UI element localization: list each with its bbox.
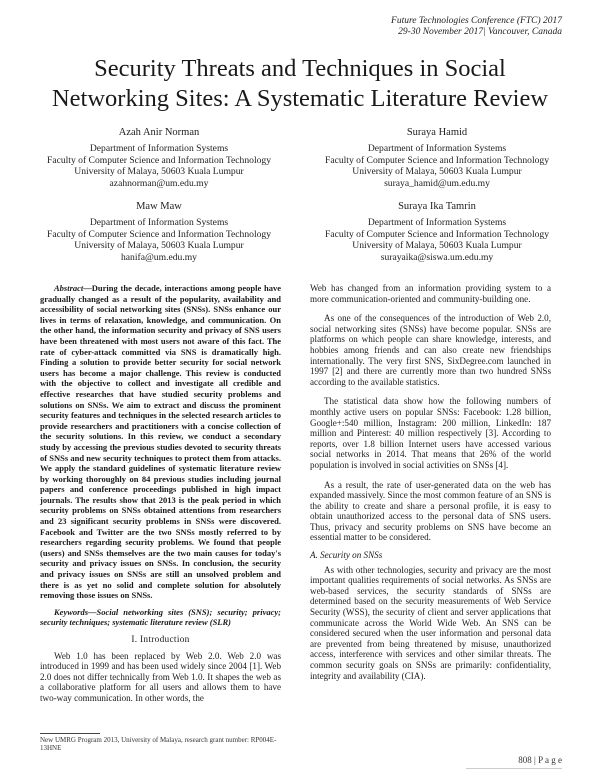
left-column	[40, 283, 281, 704]
author-email: hanifa@um.edu.my	[121, 251, 197, 263]
footnote: New UMRG Program 2013, University of Malaya, research grant number: RP004E-13HNE	[40, 736, 277, 753]
author-dept: Department of Information Systems	[89, 217, 229, 228]
author-email: azahnorman@um.edu.my	[109, 177, 209, 189]
author-name: Suraya Hamid	[406, 127, 468, 138]
page-number: 808 | P a g e	[518, 755, 562, 765]
author-univ: University of Malaya, 50603 Kuala Lumpur	[74, 240, 244, 252]
author-dept: Department of Information Systems	[367, 143, 507, 154]
abstract-label: Abstract	[54, 283, 84, 293]
author-block-4	[302, 200, 572, 263]
author-dept: Department of Information Systems	[367, 217, 507, 228]
footnote-rule	[40, 733, 100, 734]
author-dept: Department of Information Systems	[89, 143, 229, 154]
author-faculty: Faculty of Computer Science and Information Technology	[324, 228, 549, 240]
author-univ: University of Malaya, 50603 Kuala Lumpur	[74, 166, 244, 178]
section-heading-introduction: I. Introduction	[131, 635, 190, 645]
author-block-1	[24, 126, 294, 189]
conference-header	[391, 16, 562, 38]
body-paragraph: The statistical data show how the following numbers of monthly active users on popular SNSs: Facebook: 1.28 billion, Google+:540 million, Instagram: 200 million, LinkedIn: 187 million and Pinterest: 40 million respectively [3]. According to reports, over 1.8 billion Internet users have accessed various social networks in 2014. That means that 26% of the world population is involved in social activities on SNSs [4].	[310, 396, 551, 470]
conference-name: Future Technologies Conference (FTC) 2017	[391, 16, 562, 26]
abstract-text: —During the decade, interactions among people have gradually changed as a result of the popularity, availability and accessibility of social networking sites (SNSs). SNSs enhance our lives in terms of relaxation, knowledge, and communication. On the other hand, the information security and privacy of SNS users have been threatened with most users not aware of this fact. The rate of cyber-attack committed via SNS is dramatically high. Finding a solution to provide better security for social network users has become a major challenge. This review is conducted with the objective to collect and investigate all credible and effective researches that have studied security problems and solutions on SNSs. We aim to extract and discuss the prominent security features and techniques in the selected research articles to provide researchers and practitioners with a concise collection of the security solutions. In this review, we conduct a secondary study by accessing the previous studies devoted to security threats of SNSs and new security techniques to protect them from attacks. We apply the standard guidelines of systematic literature review by working thoroughly on 84 previous studies including journal papers and conference proceedings published in high impact journals. The results show that 2013 is the peak period in which security problems on SNSs obtained attentions from researchers and 23 significant security problems in SNSs were discovered. Facebook and Twitter are the two SNSs mostly referred to by researchers regarding security problems. We found that people (users) and SNSs themselves are the two main causes for today's security and privacy issues on SNSs. In conclusion, the security and privacy issues on SNSs are still an unsolved problem and there is as yet no solid and complete solution for absolutely removing those issues on SNSs.	[40, 283, 281, 601]
paper-title: Security Threats and Techniques in Social Networking Sites: A Systematic Literature Review	[51, 55, 549, 112]
page-number-rule	[466, 768, 562, 769]
author-name: Suraya Ika Tamrin	[398, 201, 476, 212]
intro-paragraph: Web 1.0 has been replaced by Web 2.0. Web 2.0 was introduced in 1999 and has been used widely since 2004 [1]. Web 2.0 does not differ technically from Web 1.0. It shapes the web as a collaborative platform for all users and allows them to have two-way communication. In other words, the	[40, 650, 281, 703]
author-name: Azah Anir Norman	[118, 127, 200, 138]
author-name: Maw Maw	[136, 201, 182, 212]
author-faculty: Faculty of Computer Science and Information Technology	[324, 154, 549, 166]
author-faculty: Faculty of Computer Science and Information Technology	[46, 154, 271, 166]
author-faculty: Faculty of Computer Science and Information Technology	[46, 228, 271, 240]
author-email: suraya_hamid@um.edu.my	[384, 177, 490, 189]
author-univ: University of Malaya, 50603 Kuala Lumpur	[352, 166, 522, 178]
keywords: Keywords—Social networking sites (SNS); security; privacy; security techniques; systematic literature review (SLR)	[40, 606, 281, 628]
body-paragraph: As one of the consequences of the introduction of Web 2.0, social networking sites (SNSs) have become popular. SNSs are platforms on which people can share knowledge, interests, and hobbies among friends and can also create new friendships internationally. The very first SNS, SixDegree.com launched in 1997 [2] and there are currently more than two hundred SNSs according to the available statistics.	[310, 313, 551, 387]
author-univ: University of Malaya, 50603 Kuala Lumpur	[352, 240, 522, 252]
right-column	[310, 283, 551, 681]
body-paragraph: As a result, the rate of user-generated data on the web has expanded massively. Since the most common feature of an SNS is the ability to create and share a personal profile, it is easy to obtain unauthorized access to the personal data of SNS users. Thus, privacy and security problems on SNS have become an essential matter to be considered.	[310, 479, 551, 543]
conference-date: 29-30 November 2017| Vancouver, Canada	[398, 27, 562, 37]
subsection-paragraph: As with other technologies, security and privacy are the most important qualities requirements of social networks. As SNSs are web-based services, the security standards of SNSs are determined based on the security measurements of Web Service Security (WSS), the security of client and server applications that communicate across the World Wide Web. An SNS can be considered secured when the user information and personal data are prevented from being threatened by misuse, unauthorized access, interference with services and other similar threats. The common security goals on SNSs are primarily: confidentiality, integrity and availability (CIA).	[310, 564, 551, 681]
author-block-2	[302, 126, 572, 189]
author-email: surayaika@siswa.um.edu.my	[380, 251, 494, 263]
abstract	[40, 283, 281, 601]
subsection-heading: A. Security on SNSs	[310, 550, 383, 561]
continuation-paragraph: Web has changed from an information providing system to a more communication-oriented and community-building one.	[310, 283, 551, 304]
author-block-3	[24, 200, 294, 263]
